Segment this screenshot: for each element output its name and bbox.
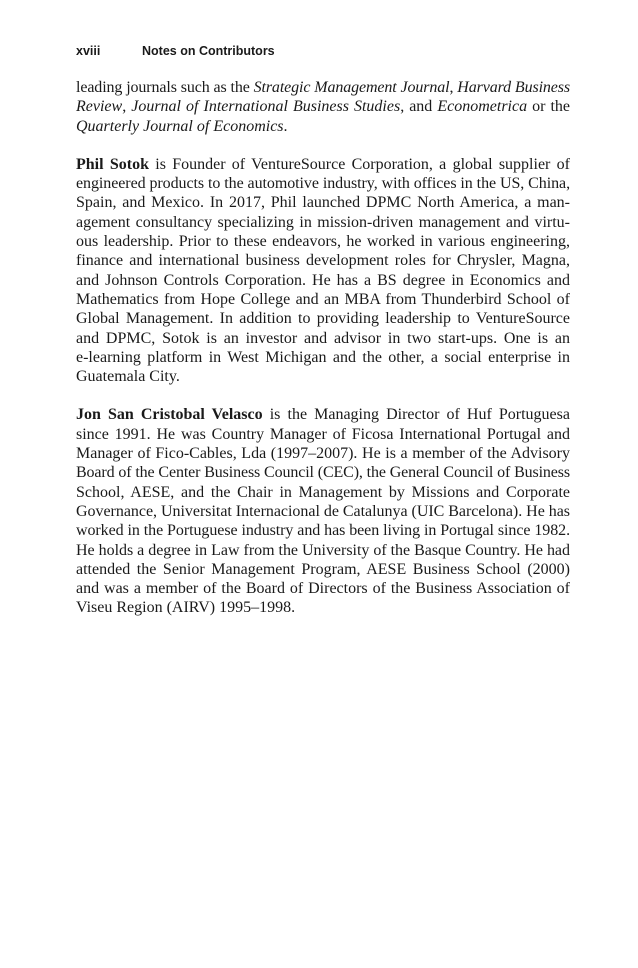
contributor-name: Phil Sotok	[76, 155, 149, 173]
text-line: Review, Journal of International Business Studies, and Econometrica or the	[76, 98, 571, 116]
text-line: finance and international business development roles for Chrysler, Magna,	[76, 252, 570, 270]
text-line: Guatemala City.	[76, 368, 180, 386]
journal-title: Econometrica	[437, 98, 528, 116]
text-line: He holds a degree in Law from the University of the Basque Country. He had	[76, 541, 570, 559]
journal-title: Quarterly Journal of Economics	[76, 117, 284, 135]
text-line: School, AESE, and the Chair in Management by Missions and Corporate	[76, 483, 570, 501]
contributor-bio-phil-sotok	[76, 155, 570, 387]
text-line: Quarterly Journal of Economics.	[76, 117, 288, 135]
text-line: e-learning platform in West Michigan and the other, a social enterprise in	[76, 348, 570, 366]
contributor-bio-jon-san-cristobal-velasco	[76, 405, 570, 617]
journal-title: Review	[76, 98, 123, 116]
contributor-name: Jon San Cristobal Velasco	[76, 406, 263, 424]
text-line: Phil Sotok is Founder of VentureSource Corporation, a global supplier of	[76, 155, 570, 173]
text-line: Board of the Center Business Council (CEC), the General Council of Business	[76, 464, 571, 482]
text-line: Spain, and Mexico. In 2017, Phil launched DPMC North America, a man-	[76, 194, 570, 212]
text-line: Jon San Cristobal Velasco is the Managing Director of Huf Portuguesa	[76, 406, 570, 424]
text-line: leading journals such as the Strategic Management Journal, Harvard Business	[76, 79, 571, 96]
text-line: engineered products to the automotive industry, with offices in the US, China,	[76, 175, 571, 193]
text-line: since 1991. He was Country Manager of Ficosa International Portugal and	[76, 425, 570, 443]
journal-title: Strategic Management Journal	[253, 79, 450, 96]
text-line: ous leadership. Prior to these endeavors, he worked in various engineering,	[76, 233, 570, 251]
text-line: Viseu Region (AIRV) 1995–1998.	[76, 599, 296, 617]
journal-title: Journal of International Business Studies	[131, 98, 401, 116]
text-line: Governance, Universitat Internacional de Catalunya (UIC Barcelona). He has	[76, 502, 571, 520]
text-line: worked in the Portuguese industry and has been living in Portugal since 1982.	[76, 522, 571, 540]
page-number: xviii	[76, 44, 101, 58]
page-body	[76, 78, 570, 618]
text-line: Global Management. In addition to providing leadership to VentureSource	[76, 310, 570, 328]
text-line: and DPMC, Sotok is an investor and advisor in two start-ups. One is an	[76, 329, 570, 347]
running-title: Notes on Contributors	[142, 44, 275, 58]
journal-title: Harvard Business	[457, 79, 571, 96]
text-line: Mathematics from Hope College and an MBA from Thunderbird School of	[76, 290, 570, 308]
text-line: Manager of Fico-Cables, Lda (1997–2007). He is a member of the Advisory	[76, 445, 570, 463]
text-line: agement consultancy specializing in mission-driven management and virtu-	[76, 213, 570, 231]
text-line: and was a member of the Board of Directors of the Business Association of	[76, 580, 570, 598]
paragraph-journals	[76, 78, 570, 136]
text-line: attended the Senior Management Program, AESE Business School (2000)	[76, 560, 570, 578]
text-line: and Johnson Controls Corporation. He has a BS degree in Economics and	[76, 271, 570, 289]
